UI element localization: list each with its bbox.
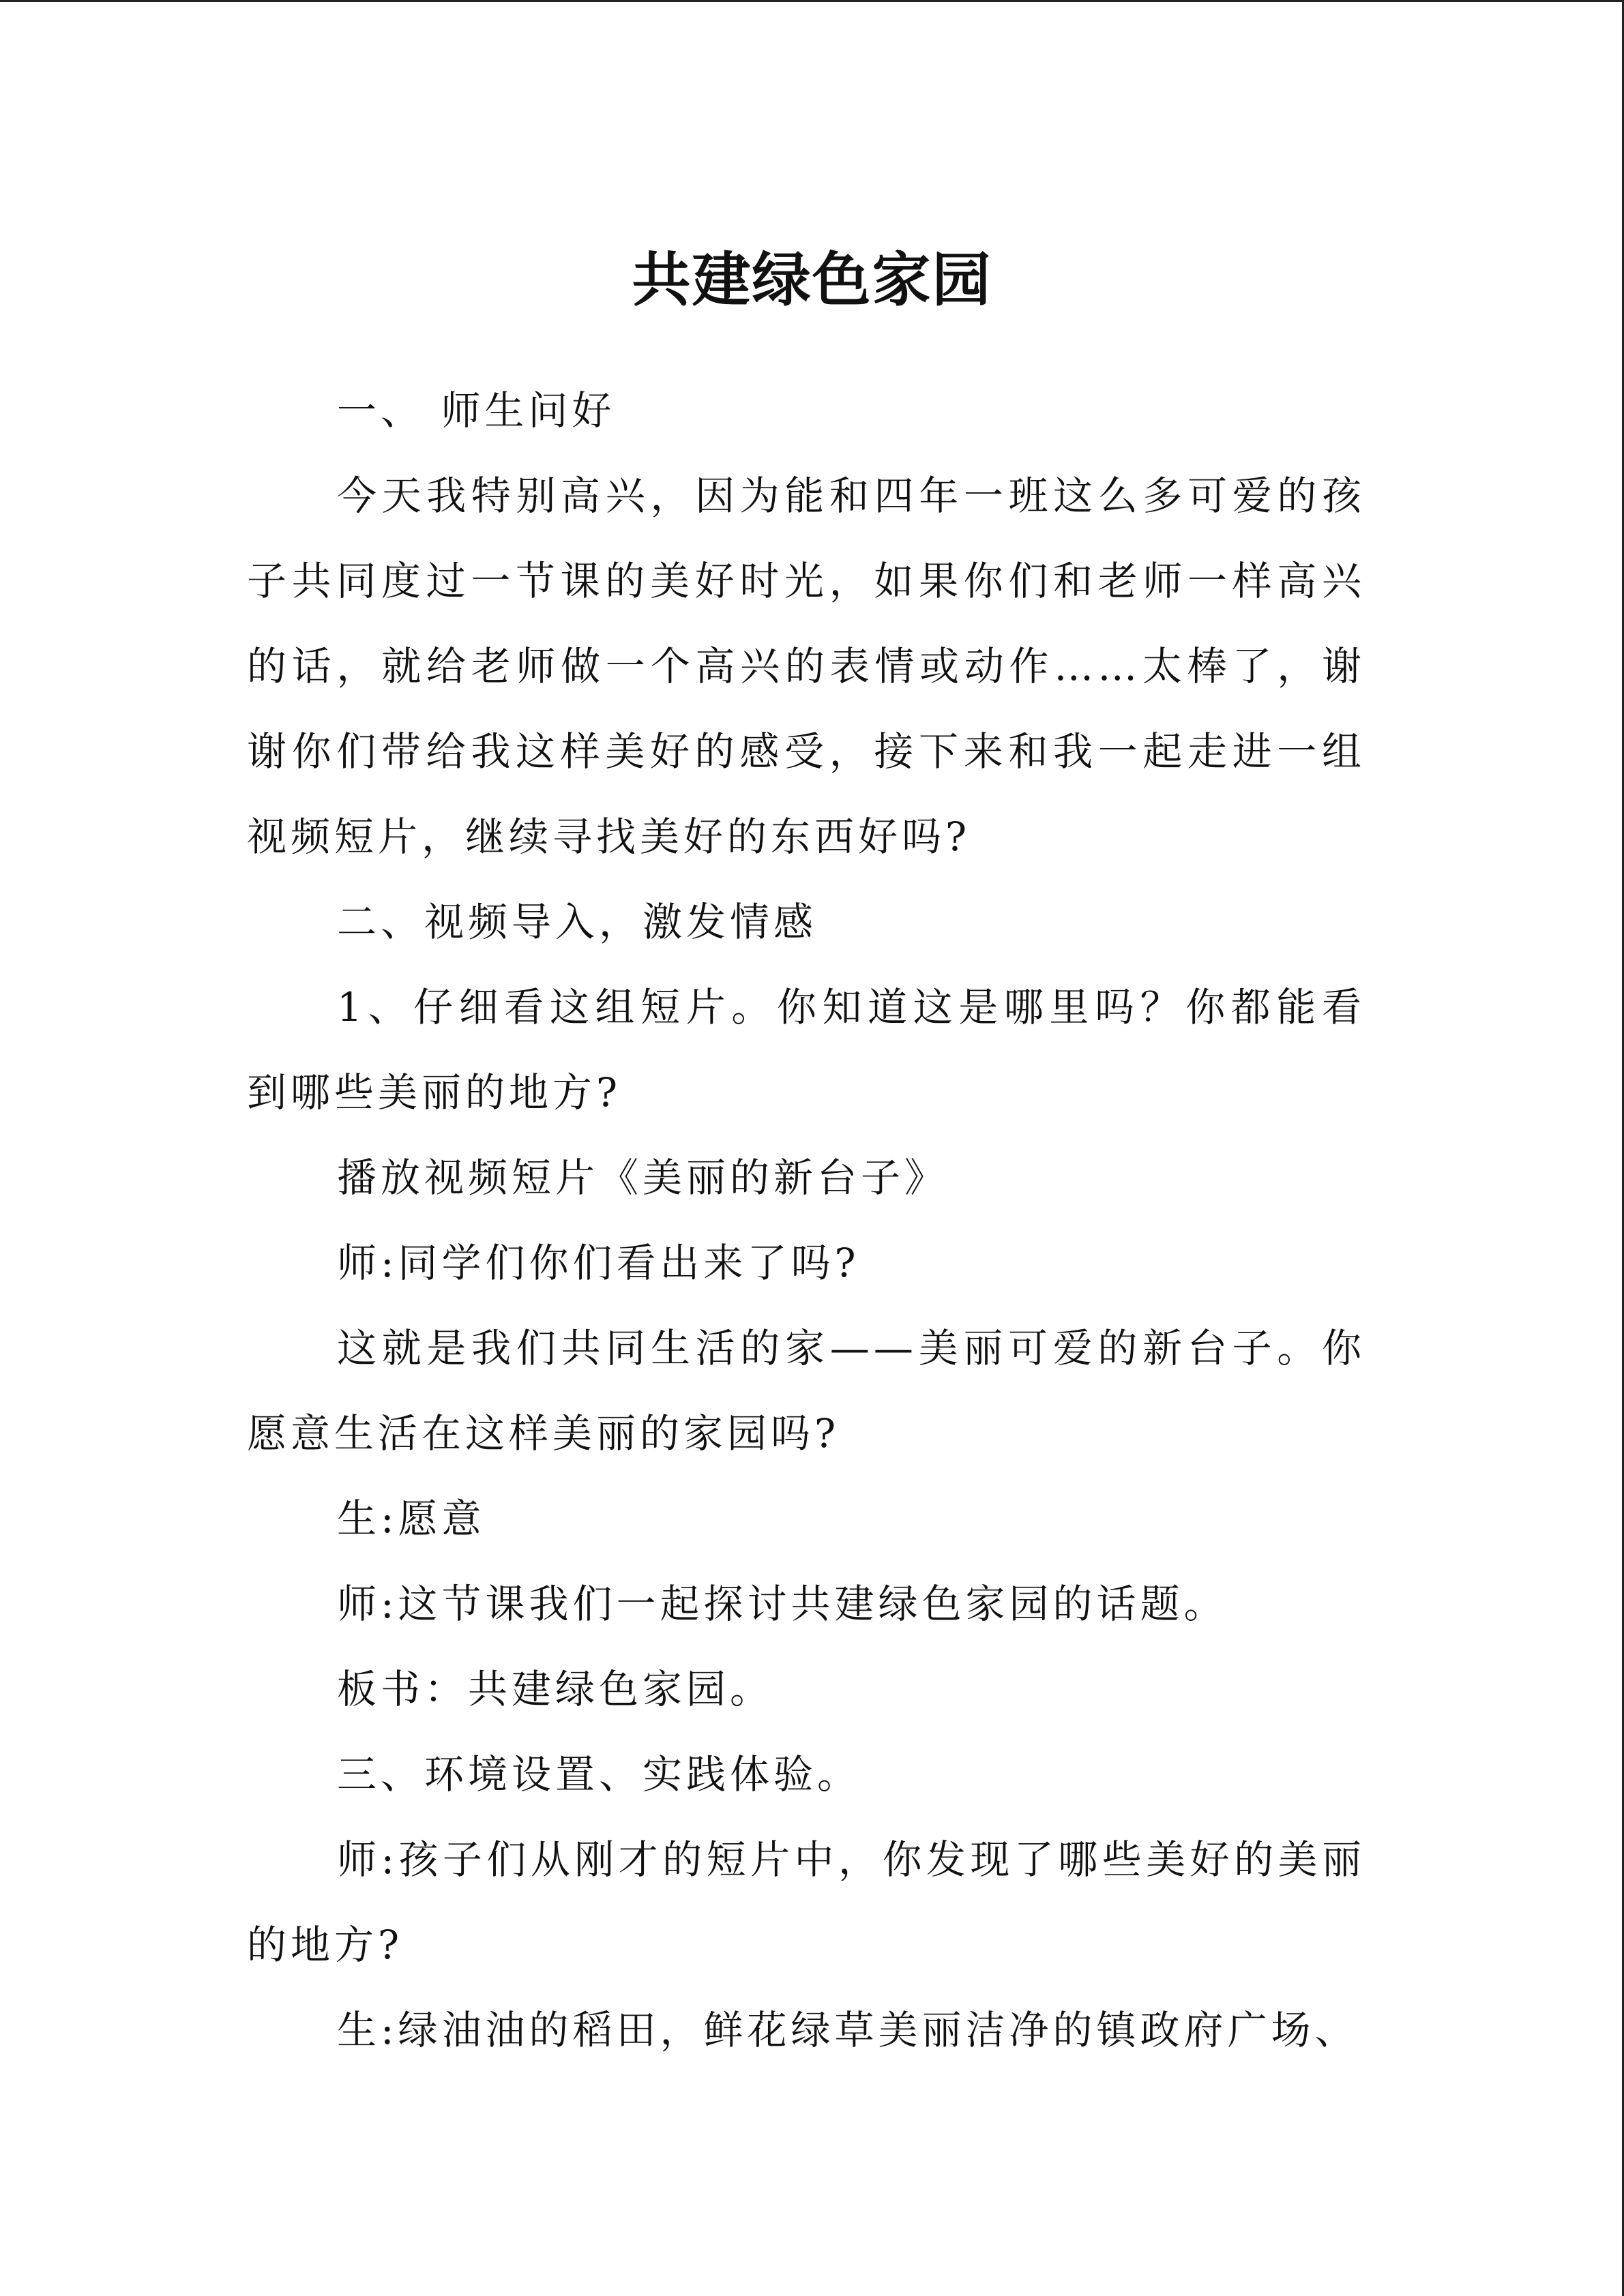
paragraph-opening: 今天我特别高兴，因为能和四年一班这么多可爱的孩子共同度过一节课的美好时光，如果你们和老师一样高兴的话，就给老师做一个高兴的表情或动作……太棒了，谢谢你们带给我这样美好的感受，接下来和我一起走进一组视频短片，继续寻找美好的东西好吗? — [247, 473, 1365, 860]
page-border-top — [0, 0, 1624, 2]
paragraph-board-writing: 板书：共建绿色家园。 — [337, 1666, 774, 1712]
paragraph-teacher-topic: 师:这节课我们一起探讨共建绿色家园的话题。 — [337, 1581, 1228, 1627]
paragraph-step-1: 1、仔细看这组短片。你知道这是哪里吗？你都能看到哪些美丽的地方? — [247, 984, 1365, 1116]
document-body — [247, 368, 1365, 2073]
section-heading-practice: 三、环境设置、实践体验。 — [337, 1751, 861, 1798]
document-title: 共建绿色家园 — [632, 245, 992, 314]
paragraph-teacher-discovery: 师:孩子们从刚才的短片中，你发现了哪些美好的美丽的地方? — [247, 1836, 1365, 1968]
paragraph-play-video: 播放视频短片《美丽的新台子》 — [337, 1154, 949, 1201]
paragraph-teacher-question: 师:同学们你们看出来了吗? — [337, 1240, 860, 1286]
paragraph-student-response: 生:绿油油的稻田，鲜花绿草美丽洁净的镇政府广场、 — [337, 2007, 1359, 2053]
paragraph-student-answer: 生:愿意 — [337, 1495, 486, 1542]
section-heading-video: 二、视频导入，激发情感 — [337, 899, 818, 945]
paragraph-home-intro: 这就是我们共同生活的家——美丽可爱的新台子。你愿意生活在这样美丽的家园吗? — [247, 1325, 1365, 1457]
section-heading-greeting: 一、 师生问好 — [337, 387, 616, 434]
